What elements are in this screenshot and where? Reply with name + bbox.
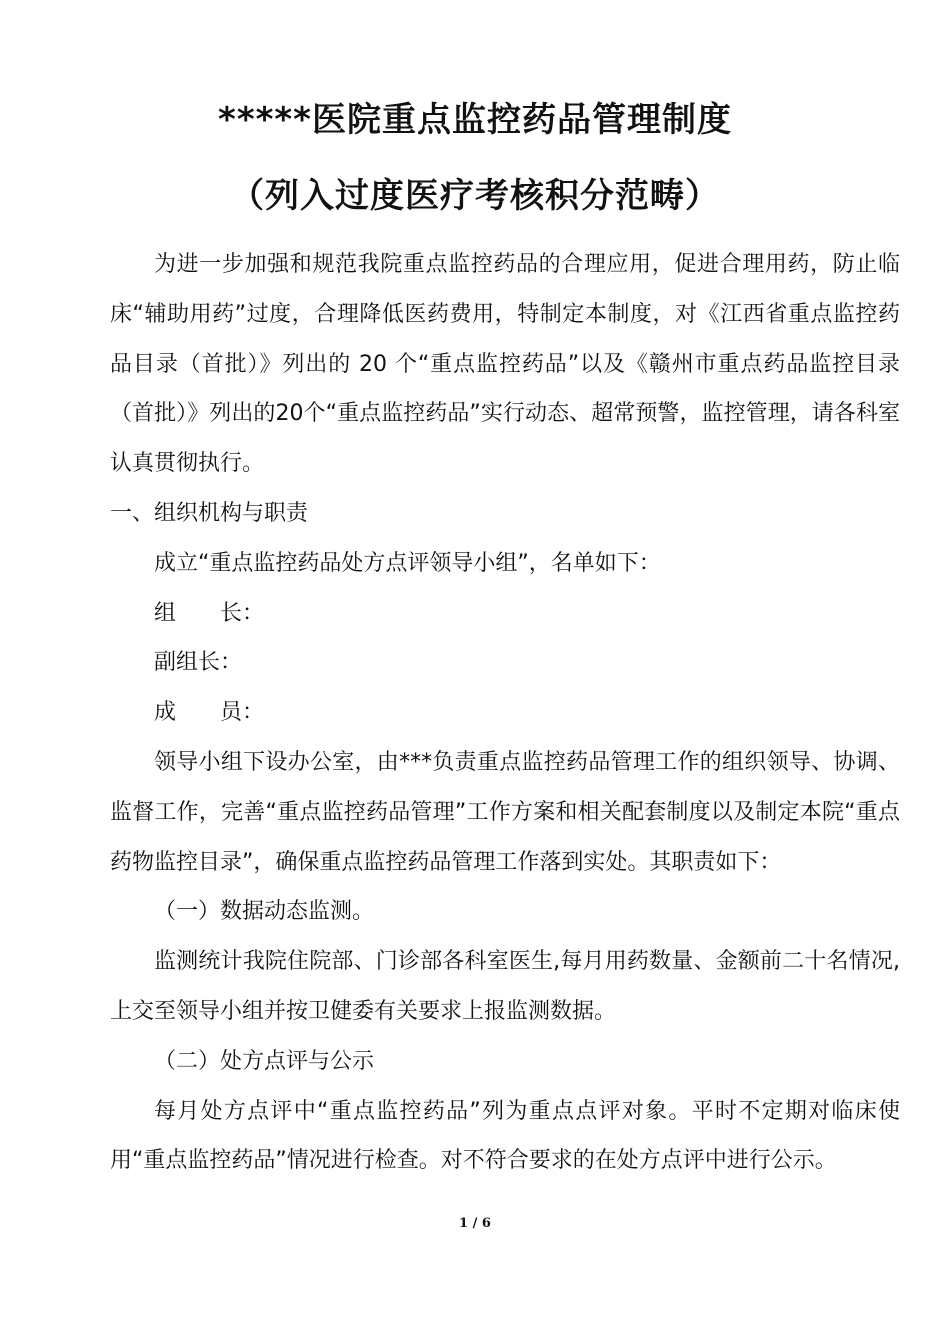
intro-paragraph: 为进一步加强和规范我院重点监控药品的合理应用，促进合理用药，防止临床“辅助用药”过度，合理降低医药费用，特制定本制度，对《江西省重点监控药品目录（首批）》列出的 20 个“重点监控药品”以及《赣州市重点药品监控目录（首批）》列出的20个“重点监控药品”实行动态、超常预警，监控管理，请各科室认真贯彻执行。: [110, 252, 900, 477]
subsection-heading-review: （二）处方点评与公示: [154, 1048, 375, 1074]
roster-leader: 组 长：: [154, 600, 265, 626]
document-subtitle: （列入过度医疗考核积分范畴）: [230, 176, 720, 216]
office-duties-paragraph: 领导小组下设办公室，由***负责重点监控药品管理工作的组织领导、协调、监督工作，完善“重点监控药品管理”工作方案和相关配套制度以及制定本院“重点药物监控目录”，确保重点监控药品管理工作落到实处。其职责如下：: [110, 749, 900, 875]
monitoring-paragraph: 监测统计我院住院部、门诊部各科室医生,每月用药数量、金额前二十名情况,上交至领导小组并按卫健委有关要求上报监测数据。: [110, 949, 900, 1024]
group-intro-paragraph: 成立“重点监控药品处方点评领导小组”，名单如下：: [154, 550, 661, 576]
roster-deputy-leader: 副组长：: [154, 650, 243, 676]
roster-members: 成 员：: [154, 700, 265, 726]
subsection-heading-monitoring: （一）数据动态监测。: [154, 899, 375, 925]
section-heading-organization: 一、组织机构与职责: [110, 500, 309, 526]
document-body: [110, 240, 900, 1186]
review-paragraph: 每月处方点评中“重点监控药品”列为重点点评对象。平时不定期对临床使用“重点监控药品”情况进行检查。对不符合要求的在处方点评中进行公示。: [110, 1098, 900, 1174]
page-number: 1 / 6: [459, 1216, 491, 1231]
document-title: *****医院重点监控药品管理制度: [218, 100, 732, 140]
